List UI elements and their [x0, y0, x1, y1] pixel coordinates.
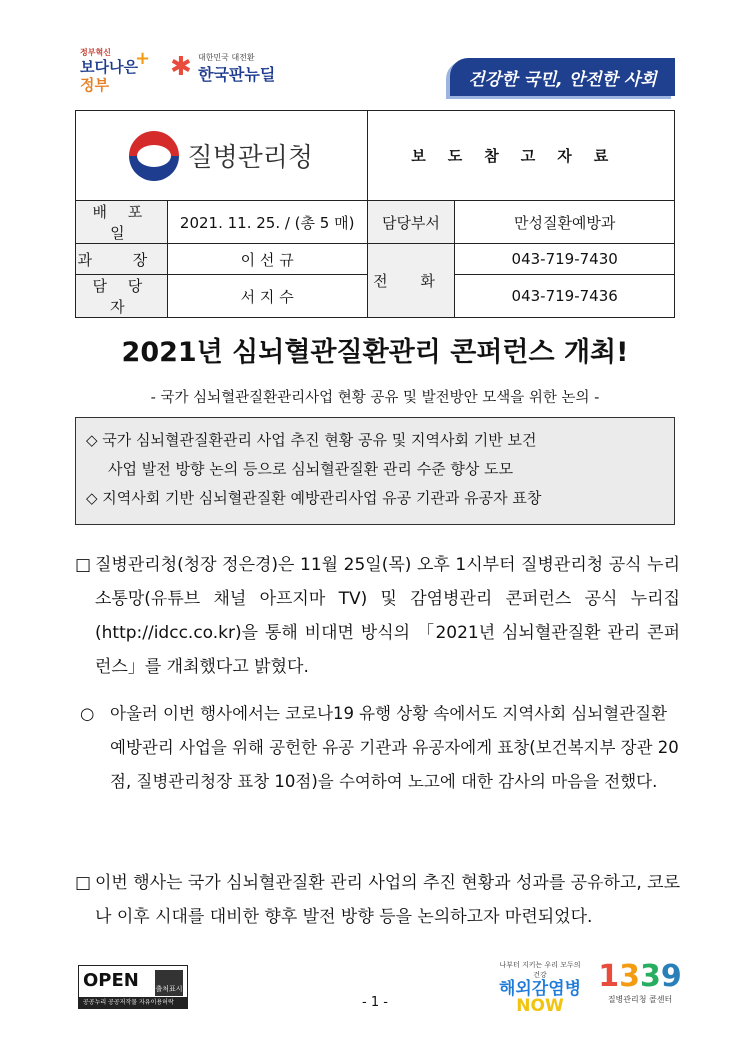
paragraph-3-text: 이번 행사는 국가 심뇌혈관질환 관리 사업의 추진 현황과 성과를 공유하고, 코로나 이후 시대를 대비한 향후 발전 방향 등을 논의하고자 마련되었다. — [95, 873, 680, 927]
square-bullet-icon: □ — [75, 555, 92, 575]
paragraph-2-text: 아울러 이번 행사에서는 코로나19 유행 상황 속에서도 지역사회 심뇌혈관질환 예방관리 사업을 위해 공헌한 유공 기관과 유공자에게 표창(보건복지부 장관 20점, 질병관리청장 표창 10점)을 수여하여 노고에 대한 감사의 마음을 전했다. — [110, 704, 679, 791]
summary-line-1: ◇ 국가 심뇌혈관질환관리 사업 추진 현황 공유 및 지역사회 기반 보건 — [86, 431, 537, 449]
chief-label: 과 장 — [76, 244, 168, 275]
call-digit: 1 — [598, 959, 620, 994]
body-paragraph-3 — [75, 866, 680, 934]
call-digit: 9 — [660, 959, 682, 994]
dept-label: 담당부서 — [367, 201, 455, 244]
korean-new-deal-logo — [170, 52, 290, 86]
summary-line-3: ◇ 지역사회 기반 심뇌혈관질환 예방관리사업 유공 기관과 유공자 표창 — [86, 489, 542, 507]
logo1-main-text2: 정부 — [80, 76, 109, 94]
government-innovation-logo — [80, 48, 151, 94]
call-digit: 3 — [619, 959, 640, 994]
page-number: - 1 - — [362, 995, 388, 1010]
call-number — [595, 960, 685, 994]
date-value: 2021. 11. 25. / (총 5 매) — [167, 201, 367, 244]
plus-icon: + — [135, 48, 151, 69]
staff-label: 담 당 자 — [76, 275, 168, 318]
logo1-main-text: 보다나은 — [80, 58, 138, 76]
body-paragraph-1 — [75, 548, 680, 684]
travel-logo-small: 나부터 지키는 우리 모두의 건강 — [499, 961, 581, 979]
travel-logo-now: NOW — [516, 996, 564, 1016]
phone-2: 043-719-7436 — [455, 275, 675, 318]
phone-1: 043-719-7430 — [455, 244, 675, 275]
open-label: OPEN — [83, 970, 139, 991]
call-digit: 3 — [640, 959, 661, 994]
subheadline: - 국가 심뇌혈관질환관리사업 현황 공유 및 발전방안 모색을 위한 논의 - — [150, 390, 600, 406]
circle-bullet-icon: ○ — [80, 704, 95, 723]
document-title: 보도참고자료 — [367, 111, 674, 201]
headline: 2021년 심뇌혈관질환관리 콘퍼런스 개최! — [121, 337, 629, 368]
chief-value: 이 선 규 — [167, 244, 367, 275]
staff-value: 서 지 수 — [167, 275, 367, 318]
phone-label: 전 화 — [367, 244, 455, 318]
taegeuk-emblem-icon — [129, 131, 179, 181]
logo1-small-text: 정부혁신 — [80, 48, 111, 57]
summary-box — [75, 417, 675, 525]
asterisk-icon: ✱ — [170, 52, 192, 82]
dept-value: 만성질환예방과 — [455, 201, 675, 244]
agency-name: 질병관리청 — [187, 143, 314, 173]
press-info-table — [75, 110, 675, 318]
overseas-infectious-disease-logo — [495, 960, 585, 1016]
square-bullet-icon: □ — [75, 873, 92, 893]
kogl-open-license-badge — [78, 965, 188, 1009]
paragraph-1-text: 질병관리청(청장 정은경)은 11월 25일(목) 오후 1시부터 질병관리청 공식 누리소통망(유튜브 채널 아프지마 TV) 및 감염병관리 콘퍼런스 공식 누리집(http://idcc.co.kr)을 통해 비대면 방식의 「2021년 심뇌혈관질환 관리 콘퍼런스」를 개최했다고 밝혔다. — [95, 555, 680, 677]
body-paragraph-2 — [80, 697, 680, 799]
slogan-banner: 건강한 국민, 안전한 사회 — [450, 58, 675, 96]
attribution-icon: 출처표시 — [155, 970, 183, 996]
date-label: 배 포 일 — [76, 201, 168, 244]
logo2-small-text: 대한민국 대전환 — [198, 53, 255, 62]
agency-logo-cell — [76, 111, 368, 201]
summary-line-2: 사업 발전 방향 논의 등으로 심뇌혈관질환 관리 수준 향상 도모 — [108, 460, 514, 478]
travel-logo-main: 해외감염병 — [498, 979, 582, 999]
call-center-1339-logo — [595, 960, 685, 1010]
open-license-bar: 공공누리 공공저작물 자유이용허락 — [79, 997, 187, 1008]
logo2-main-text: 한국판뉴딜 — [198, 65, 276, 84]
call-center-label: 질병관리청 콜센터 — [607, 995, 673, 1004]
